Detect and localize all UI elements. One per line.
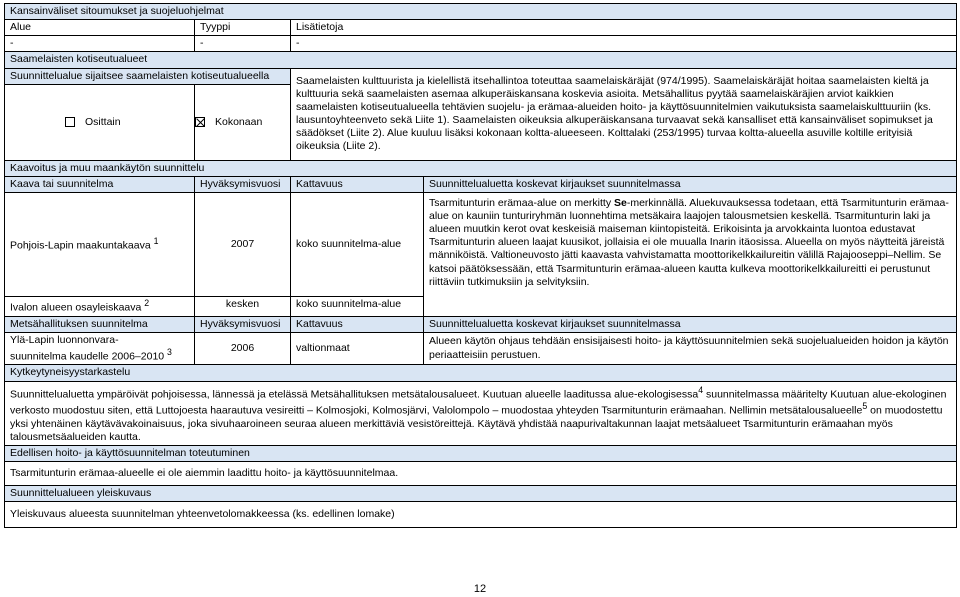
mh-plan-notes: Alueen käytön ohjaus tehdään ensisijaisesti hoito- ja käyttösuunnitelmien sekä suojelualueiden hoidon ja käytön periaatteisiin perustuen. bbox=[424, 332, 957, 365]
option-partial bbox=[5, 84, 195, 160]
plan1-year: 2007 bbox=[195, 192, 291, 296]
notes-col-header: Suunnittelualuetta koskevat kirjaukset suunnitelmassa bbox=[424, 176, 957, 192]
previous-plan-title: Edellisen hoito- ja käyttösuunnitelman toteutuminen bbox=[5, 446, 957, 462]
previous-plan-text: Tsarmitunturin erämaa-alueelle ei ole aiemmin laadittu hoito- ja käyttösuunnitelmaa. bbox=[5, 462, 957, 486]
mh-coverage-col-header: Kattavuus bbox=[291, 316, 424, 332]
intl-area-value: - bbox=[5, 36, 195, 52]
sami-description: Saamelaisten kulttuurista ja kielellistä itsehallintoa toteuttaa saamelaiskäräjät (974/1995). Saamelaiskäräjät hoitaa saamelaisten kieltä ja kulttuuria sekä saamelaisten asemaa alkuperäiskansana koskevia asioita. Metsähallitus pyytää saamelaiskäräjien arviot kaikkien saamelaisten kotiseutualueella tehtävien suojelu- ja erämaa-alueiden hoito- ja käyttösuunnitelmien vaikutuksista saamelaiskulttuuriin (ks. lausuntoyhteenveto sekä Liite 1). Saamelaisten oikeuksia alkuperäiskansana turvaavat sekä kansalliset että kansainväliset sopimukset ja säädökset (Liite 2). Alue kuuluu lisäksi kokonaan koltta-alueeseen. Kolttalaki (253/1995) turvaa koltta-alueella asuville koltille erityisiä oikeuksia (Liite 2). bbox=[291, 68, 957, 160]
page-number: 12 bbox=[473, 583, 487, 595]
plan2-name: Ivalon alueen osayleiskaava $^2$ bbox=[5, 296, 195, 316]
mh-year-col-header: Hyväksymisvuosi bbox=[195, 316, 291, 332]
connectivity-title: Kytkeytyneisyystarkastelu bbox=[5, 365, 957, 381]
overview-text: Yleiskuvaus alueesta suunnitelman yhteenvetolomakkeessa (ks. edellinen lomake) bbox=[5, 502, 957, 528]
plan-col-header: Kaava tai suunnitelma bbox=[5, 176, 195, 192]
intl-info-value: - bbox=[291, 36, 957, 52]
option-full bbox=[195, 84, 291, 160]
checkbox-unchecked-icon bbox=[65, 117, 75, 127]
land-use-title: Kaavoitus ja muu maankäytön suunnittelu bbox=[5, 160, 957, 176]
mh-plan-col-header: Metsähallituksen suunnitelma bbox=[5, 316, 195, 332]
mh-notes-col-header: Suunnittelualuetta koskevat kirjaukset suunnitelmassa bbox=[424, 316, 957, 332]
plan1-coverage: koko suunnitelma-alue bbox=[291, 192, 424, 296]
mh-plan-name: Ylä-Lapin luonnonvara- suunnitelma kaudelle 2006–2010 $^3$ bbox=[5, 332, 195, 365]
option-partial-label: Osittain bbox=[85, 115, 121, 128]
year-col-header: Hyväksymisvuosi bbox=[195, 176, 291, 192]
intl-type-value: - bbox=[195, 36, 291, 52]
coverage-col-header: Kattavuus bbox=[291, 176, 424, 192]
plan2-coverage: koko suunnitelma-alue bbox=[291, 296, 424, 316]
col-header-info: Lisätietoja bbox=[291, 20, 957, 36]
plan-notes: Tsarmitunturin erämaa-alue on merkitty Se-merkinnällä. Aluekuvauksessa todetaan, että Tsarmitunturin erämaa-alue on kauniin tunturiryhmän luonnehtima metsäkaira laajojen talousmetsien keskellä. Tsarmitunturin laki ja alueen muutkin kerot ovat keskeisiä maiseman kiintopisteitä. Erikoisinta ja arvokkainta luontoa edustavat Tsarmitunturin alueen laajat kuusikot, jollaisia ei ole muualla Inarin itäosissa. Alueella on myös näytteitä järeistä männiköistä. Valtioneuvosto jätti kaavasta vahvistamatta moottorikelkkailureitin välillä Rajajooseppi–Nellim. Se katsoi päätöksessään, että Tsarmitunturin erämaa-alueen kautta kulkeva moottorikelkkailureitti ei perustunut riittäviin tutkimuksiin ja selvityksiin. bbox=[424, 192, 957, 316]
col-header-area: Alue bbox=[5, 20, 195, 36]
connectivity-text: Suunnittelualuetta ympäröivät pohjoisessa, lännessä ja etelässä Metsähallituksen metsätalousalueet. Kuutuan alueelle laaditussa alue-ekologisessa$^4$ suunnitelmassa määritelty Kuutuan alue-ekologinen verkosto muodostuu siten, että Luttojoesta haarautuva vesireitti – Kolmosjoki, Kolmosjärvi, Valolompolo – muodostaa yhteyden Tsarmitunturin erämaahan. Nellimin metsätalousalueelle$^5$ on muodostettu yksi yhtenäinen käytävävakoinaisuus, joka sivuhaaroineen seuraa alueen merkittäviä vesistöreittejä. Käytävä yhdistää naapurivaltakunnan laajat metsäalueet Tsarmitunturin erämaahan myös talousmetsäalueiden kautta. bbox=[5, 381, 957, 446]
mh-plan-year: 2006 bbox=[195, 332, 291, 365]
section-title: Kansainväliset sitoumukset ja suojeluohjelmat bbox=[5, 4, 957, 20]
planning-info-table bbox=[4, 3, 957, 528]
col-header-type: Tyyppi bbox=[195, 20, 291, 36]
checkbox-checked-icon bbox=[195, 117, 205, 127]
overview-title: Suunnittelualueen yleiskuvaus bbox=[5, 486, 957, 502]
plan2-year: kesken bbox=[195, 296, 291, 316]
mh-plan-coverage: valtionmaat bbox=[291, 332, 424, 365]
sami-section-title: Saamelaisten kotiseutualueet bbox=[5, 52, 957, 68]
option-full-label: Kokonaan bbox=[215, 115, 263, 128]
plan1-name: Pohjois-Lapin maakuntakaava $^1$ bbox=[5, 192, 195, 296]
sami-area-label: Suunnittelualue sijaitsee saamelaisten kotiseutualueella bbox=[5, 68, 291, 84]
